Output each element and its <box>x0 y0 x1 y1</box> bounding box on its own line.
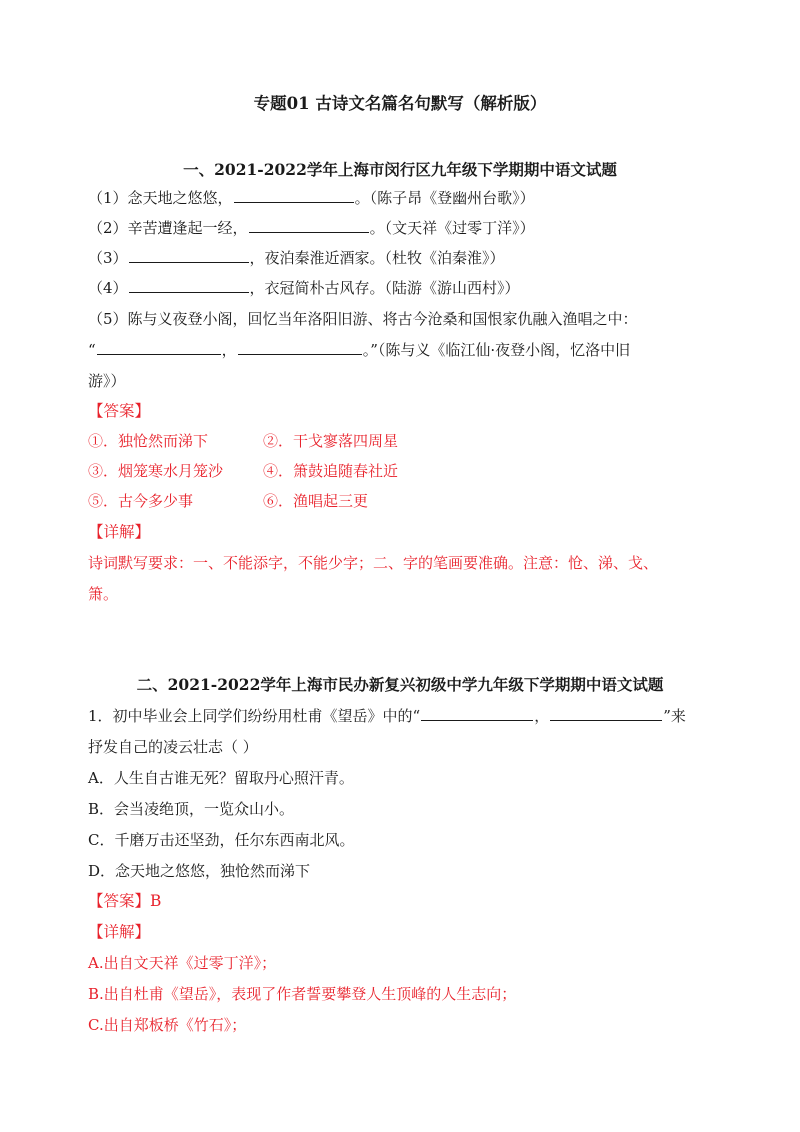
document-title: 专题01 古诗文名篇名句默写（解析版） <box>253 94 547 113</box>
question-number: （4） <box>88 279 128 297</box>
question-source: 。（陈子昂《登幽州台歌》） <box>354 189 535 207</box>
question-text: 念天地之悠悠， <box>127 189 233 207</box>
question-source: 。”（陈与义《临江仙·夜登小阁，忆洛中旧 <box>362 341 631 359</box>
answer-line <box>88 890 718 912</box>
fill-blank <box>129 247 249 263</box>
question-2 <box>88 217 718 239</box>
answer-item: ⑤．古今多少事 <box>88 492 194 510</box>
comma: ， <box>534 707 550 725</box>
answer-item: ⑥．渔唱起三更 <box>263 492 369 510</box>
question-3 <box>88 247 718 269</box>
fill-blank <box>129 277 249 293</box>
option-a: A．人生自古谁无死？留取丹心照汗青。 <box>88 769 354 787</box>
explain-line-b: B.出自杜甫《望岳》，表现了作者誓要攀登人生顶峰的人生志向； <box>88 985 517 1003</box>
explain-line-c: C.出自郑板桥《竹石》； <box>88 1016 247 1034</box>
section1-heading: 一、2021-2022学年上海市闵行区九年级下学期期中语文试题 <box>183 160 617 179</box>
option-c: C．千磨万击还坚劲，任尔东西南北风。 <box>88 831 355 849</box>
answer-item: ①．独怆然而涕下 <box>88 432 209 450</box>
question-1-line-2: 抒发自己的凌云壮志（ ） <box>88 738 258 756</box>
answer-tag: 【答案】 <box>88 892 151 910</box>
option-b: B．会当凌绝顶，一览众山小。 <box>88 800 295 818</box>
question-text: ，衣冠简朴古风存。（陆游《游山西村》） <box>249 279 520 297</box>
answer-tag: 【答案】 <box>88 402 151 420</box>
fill-blank <box>238 339 362 355</box>
question-5-line-2 <box>88 339 718 361</box>
question-4 <box>88 277 718 299</box>
section2-heading: 二、2021-2022学年上海市民办新复兴初级中学九年级下学期期中语文试题 <box>136 675 664 694</box>
question-5-line-3: 游》） <box>88 372 126 390</box>
explain-tag: 【详解】 <box>88 523 151 541</box>
question-number: （1） <box>88 189 128 207</box>
answer-value: B <box>150 892 162 910</box>
question-text: 1．初中毕业会上同学们纷纷用杜甫《望岳》中的“ <box>88 707 421 725</box>
question-5-line-1: （5）陈与义夜登小阁，回忆当年洛阳旧游、将古今沧桑和国恨家仇融入渔唱之中： <box>88 310 638 328</box>
fill-blank <box>234 187 354 203</box>
question-number: （2） <box>88 219 128 237</box>
answer-item: ③．烟笼寒水月笼沙 <box>88 462 224 480</box>
question-1-line-1 <box>88 705 718 727</box>
fill-blank <box>550 705 662 721</box>
comma: ， <box>221 341 237 359</box>
open-quote: “ <box>88 341 96 359</box>
explain-tag: 【详解】 <box>88 923 151 941</box>
question-number: （3） <box>88 249 128 267</box>
question-1 <box>88 187 718 209</box>
question-text: ，夜泊秦淮近酒家。（杜牧《泊秦淮》） <box>249 249 505 267</box>
fill-blank <box>421 705 533 721</box>
answer-item: ④．箫鼓追随春社近 <box>263 462 399 480</box>
question-source: 。（文天祥《过零丁洋》） <box>369 219 535 237</box>
question-text-end: ”来 <box>663 707 686 725</box>
question-text: 辛苦遭逢起一经， <box>127 219 248 237</box>
answer-item: ②．干戈寥落四周星 <box>263 432 399 450</box>
explain-line-a: A.出自文天祥《过零丁洋》； <box>88 954 277 972</box>
option-d: D．念天地之悠悠，独怆然而涕下 <box>88 862 311 880</box>
explain-text-line-2: 箫。 <box>88 585 119 603</box>
fill-blank <box>249 217 369 233</box>
fill-blank <box>97 339 221 355</box>
explain-text-line-1: 诗词默写要求：一、不能添字，不能少字；二、字的笔画要准确。注意：怆、涕、戈、 <box>88 554 659 572</box>
